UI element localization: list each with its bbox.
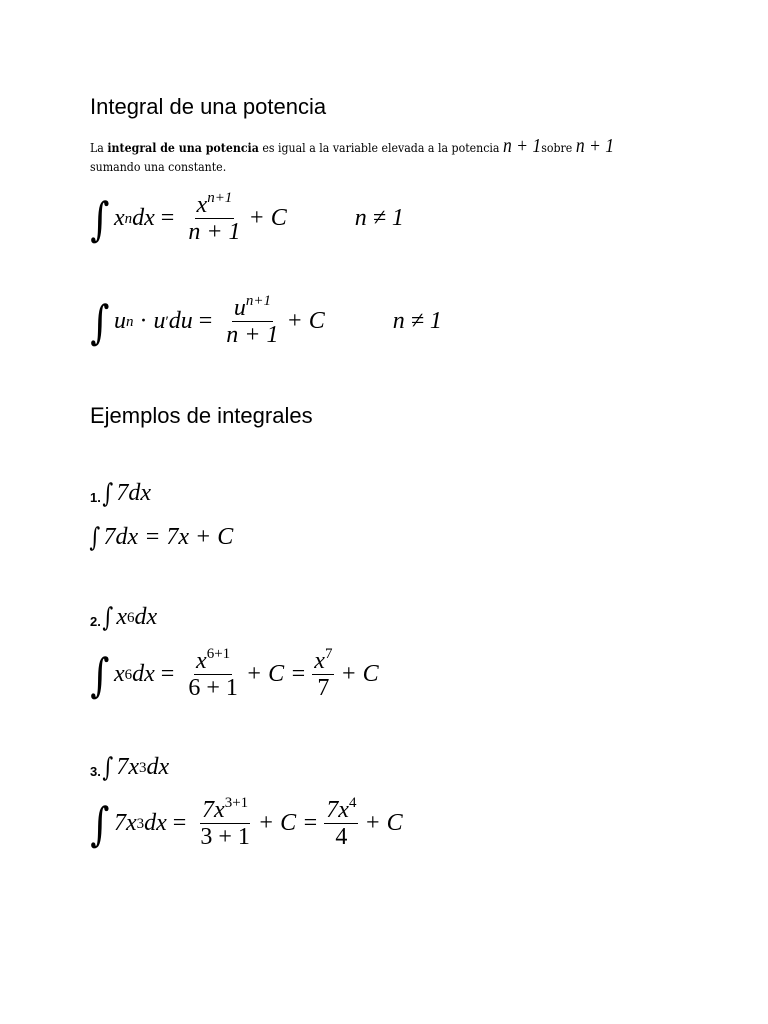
integral-sign: ∫ xyxy=(102,602,114,633)
example-1-solution: ∫ 7dx = 7x + C xyxy=(89,522,234,553)
integral-sign: ∫ xyxy=(90,294,110,349)
inline-math-n-plus-1-second: n + 1 xyxy=(575,135,615,157)
page-title: Integral de una potencia xyxy=(90,94,327,119)
example-2-solution: ∫ x 6 dx = $\frac{x^{6+1}}{6 + 1}$ + C = $\frac{x^7}{7}$ + C xyxy=(90,646,379,702)
condition: n ≠ 1 xyxy=(354,205,404,231)
integral-sign: ∫ xyxy=(90,796,110,851)
fraction: $\frac{x^{6+1}}{6 + 1}$ xyxy=(188,646,238,701)
intro-paragraph: La integral de una potencia es igual a la variable elevada a la potencia n + 1sobre n + 1 sumando una constante. xyxy=(90,135,615,174)
example-number: 2. xyxy=(90,614,101,629)
integral-sign: ∫ xyxy=(90,647,110,702)
example-number: 1. xyxy=(90,490,101,505)
chain-power-rule-formula: ∫ u n · u ′ du = $\frac{u^{n+1}}{n + 1}$ + C n ≠ 1 xyxy=(90,293,442,349)
power-rule-formula: ∫ x n dx = $\frac{x^{n+1}}{n + 1}$ + C n ≠ 1 xyxy=(90,190,404,246)
intro-paragraph-line2: sumando una constante. xyxy=(90,159,227,174)
example-3-problem: 3. ∫ 7x 3 dx xyxy=(90,752,170,783)
section-title: Ejemplos de integrales xyxy=(90,403,313,428)
example-3-solution: ∫ 7x 3 dx = $\frac{7x^{3+1}}{3 + 1}$ + C = $\frac{7x^4}{4}$ + C xyxy=(90,795,403,851)
fraction: $\frac{7x^{3+1}}{3 + 1}$ xyxy=(200,795,250,850)
integral-sign: ∫ xyxy=(89,522,101,553)
example-number: 3. xyxy=(90,764,101,779)
fraction: $\frac{x^7}{7}$ xyxy=(314,646,333,701)
fraction: $\frac{7x^4}{4}$ xyxy=(326,795,357,850)
inline-math-n-plus-1: n + 1 xyxy=(502,135,542,157)
condition: n ≠ 1 xyxy=(392,308,442,334)
example-1-problem: 1. ∫ 7dx xyxy=(90,478,152,509)
chain-rule-fraction: $\frac{u^{n+1}}{n + 1}$ xyxy=(226,293,279,348)
integral-sign: ∫ xyxy=(102,752,114,783)
integral-sign: ∫ xyxy=(102,478,114,509)
example-2-problem: 2. ∫ x 6 dx xyxy=(90,602,158,633)
power-rule-fraction: $\frac{x^{n+1}}{n + 1}$ xyxy=(188,190,241,245)
bold-term: integral de una potencia xyxy=(107,140,259,155)
integral-sign: ∫ xyxy=(90,191,110,246)
